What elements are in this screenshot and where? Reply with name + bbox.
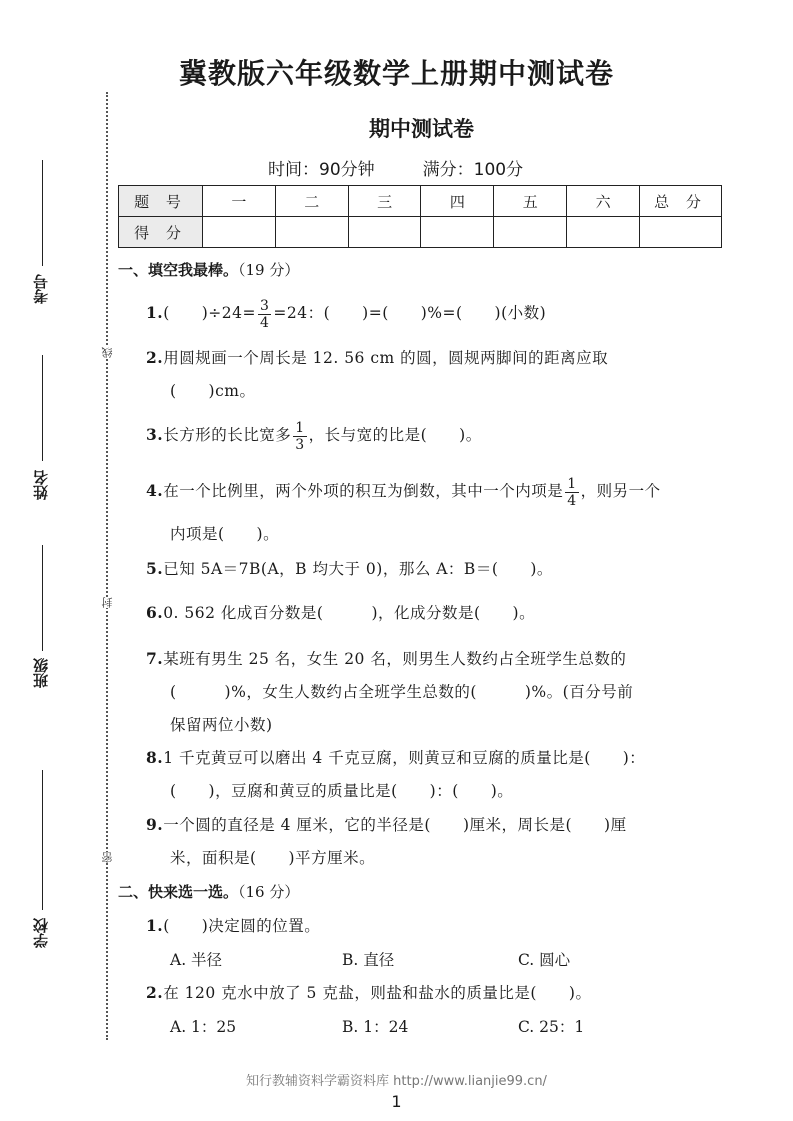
- option-b[interactable]: B. 直径: [342, 951, 395, 969]
- option-a[interactable]: A. 1：25: [170, 1018, 237, 1036]
- time-limit: 时间：90分钟: [268, 160, 375, 180]
- score-cell[interactable]: [421, 217, 494, 248]
- option-c[interactable]: C. 25：1: [518, 1018, 585, 1036]
- score-col-6: 六: [567, 186, 640, 217]
- score-col-total: 总 分: [640, 186, 722, 217]
- page-subtitle: 期中测试卷: [369, 117, 474, 141]
- score-cell[interactable]: [494, 217, 567, 248]
- score-table: [118, 185, 722, 248]
- section-1-points: （19 分）: [238, 261, 300, 279]
- option-a[interactable]: A. 半径: [170, 951, 223, 969]
- section-2-points: （16 分）: [238, 883, 300, 901]
- cut-mark-mi: 密: [101, 852, 114, 863]
- question-1-5: 5.已知 5A＝7B(A，B 均大于 0)，那么 A：B＝( )。: [146, 559, 553, 578]
- section-1-title: 一、填空我最棒。（19 分）: [118, 261, 300, 279]
- option-b[interactable]: B. 1：24: [342, 1018, 409, 1036]
- cut-mark-xian: 线: [101, 347, 114, 358]
- question-2-1: 1.( )决定圆的位置。: [146, 916, 321, 935]
- question-1-1: 1.( )÷24= $\frac{3}{4}$ =24：( )=( )%=( )(小数): [146, 297, 547, 331]
- score-col-5: 五: [494, 186, 567, 217]
- binding-dotted-line: [106, 92, 108, 1040]
- score-cell[interactable]: [275, 217, 348, 248]
- margin-label-xingming: 姓名: [32, 470, 50, 500]
- score-cell[interactable]: [567, 217, 640, 248]
- question-1-8: 8.1 千克黄豆可以磨出 4 千克豆腐，则黄豆和豆腐的质量比是( )： ( )，豆腐和黄豆的质量比是( )：( )。: [146, 748, 646, 800]
- cut-mark-feng: 封: [101, 597, 114, 608]
- score-cell[interactable]: [348, 217, 421, 248]
- margin-label-kaohao: 考号: [32, 274, 50, 304]
- question-2-2: 2.在 120 克水中放了 5 克盐，则盐和盐水的质量比是( )。: [146, 983, 592, 1002]
- section-2-title: 二、快来选一选。（16 分）: [118, 883, 300, 901]
- question-1-9: 9.一个圆的直径是 4 厘米，它的半径是( )厘米，周长是( )厘 米，面积是( )平方厘米。: [146, 815, 627, 867]
- xuexiao-line: [42, 770, 43, 910]
- page-title: 冀教版六年级数学上册期中测试卷: [178, 57, 614, 90]
- page-number: 1: [391, 1092, 402, 1111]
- question-1-6: 6.0. 562 化成百分数是( )，化成分数是( )。: [146, 603, 536, 622]
- question-1-4: 4.在一个比例里，两个外项的积互为倒数，其中一个内项是 $\frac{1}{4}$ ，则另一个 内项是( )。: [146, 475, 661, 543]
- score-col-3: 三: [348, 186, 421, 217]
- score-cell[interactable]: [203, 217, 276, 248]
- score-table-header-row: [119, 186, 722, 217]
- score-table-score-row: [119, 217, 722, 248]
- margin-label-xuexiao: 学校: [32, 918, 50, 948]
- time-info: [268, 155, 523, 180]
- score-col-4: 四: [421, 186, 494, 217]
- banji-line: [42, 545, 43, 651]
- score-table-row-head: 题 号: [119, 186, 203, 217]
- margin-label-banji: 班级: [32, 658, 50, 688]
- score-col-2: 二: [275, 186, 348, 217]
- question-1-2: 2.用圆规画一个周长是 12. 56 cm 的圆，圆规两脚间的距离应取 ( )cm。: [146, 348, 609, 400]
- question-1-3: 3.长方形的长比宽多 $\frac{1}{3}$ ，长与宽的比是( )。: [146, 419, 482, 453]
- kaohao-line: [42, 160, 43, 266]
- xingming-line: [42, 355, 43, 461]
- fraction: $\frac{1}{3}$: [295, 419, 305, 453]
- question-1-7: 7.某班有男生 25 名，女生 20 名，则男生人数约占全班学生总数的 ( )%，女生人数约占全班学生总数的( )%。(百分号前 保留两位小数): [146, 649, 634, 734]
- fraction: $\frac{3}{4}$: [259, 297, 270, 331]
- fraction: $\frac{1}{4}$: [567, 475, 577, 509]
- score-table-row-head: 得 分: [119, 217, 203, 248]
- score-cell[interactable]: [640, 217, 722, 248]
- full-score: 满分：100分: [422, 160, 524, 180]
- score-col-1: 一: [203, 186, 276, 217]
- footer-watermark: 知行教辅资料学霸资料库 http://www.lianjie99.cn/: [246, 1074, 547, 1089]
- option-c[interactable]: C. 圆心: [518, 951, 571, 969]
